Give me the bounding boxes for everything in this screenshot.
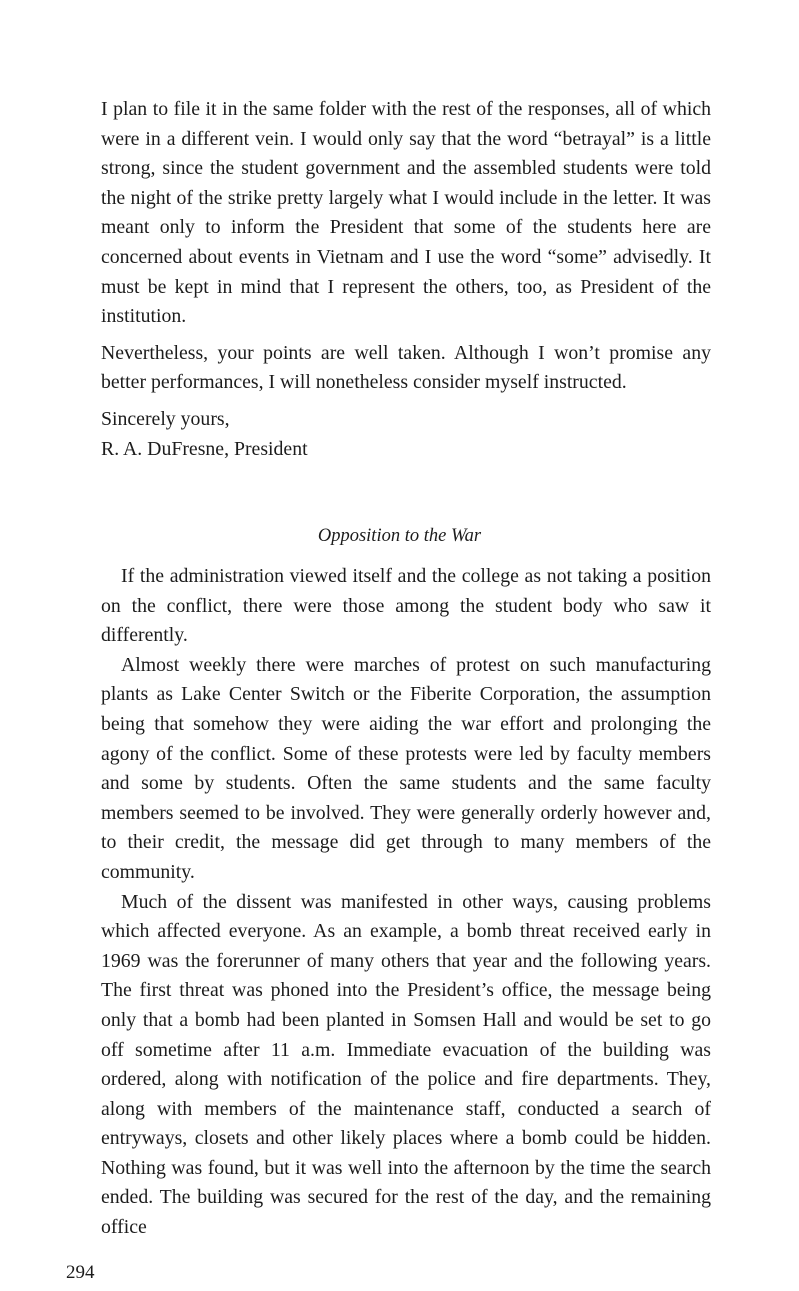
letter-closing: Sincerely yours,	[101, 407, 230, 430]
section-heading: Opposition to the War	[317, 526, 482, 546]
letter-excerpt	[101, 95, 711, 464]
body-paragraph: Much of the dissent was manifested in other ways, causing problems which affected everyone. As an example, a bomb threat received early in 1969 was the forerunner of many others that year and the following years. The first threat was phoned into the President’s office, the message being only that a bomb had been planted in Somsen Hall and would be set to go off sometime after 11 a.m. Immediate evacuation of the building was ordered, along with notification of the police and fire departments. They, along with members of the maintenance staff, conducted a search of entryways, closets and other likely places where a bomb could be hidden. Nothing was found, but it was well into the afternoon by the time the search ended. The building was secured for the rest of the day, and the remaining office	[101, 890, 711, 1239]
section-body	[101, 562, 711, 1243]
letter-paragraph: Nevertheless, your points are well taken. Although I won’t promise any better performances, I will nonetheless consider myself instructed.	[101, 341, 711, 394]
page-number: 294	[66, 1262, 95, 1283]
letter-signature: R. A. DuFresne, President	[101, 437, 308, 460]
body-paragraph: If the administration viewed itself and the college as not taking a position on the conflict, there were those among the student body who saw it differently.	[101, 565, 711, 647]
body-paragraph: Almost weekly there were marches of protest on such manufacturing plants as Lake Center Switch or the Fiberite Corporation, the assumption being that somehow they were aiding the war effort and prolonging the agony of the conflict. Some of these protests were led by faculty members and some by students. Often the same students and the same faculty members seemed to be involved. They were generally orderly however and, to their credit, the message did get through to many members of the community.	[101, 653, 711, 883]
letter-paragraph: I plan to file it in the same folder with the rest of the responses, all of which were in a different vein. I would only say that the word “betrayal” is a little strong, since the student government and the assembled students were told the night of the strike pretty largely what I would include in the letter. It was meant only to inform the President that some of the students here are concerned about events in Vietnam and I use the word “some” advisedly. It must be kept in mind that I represent the others, too, as President of the institution.	[101, 98, 711, 328]
letter-signoff	[101, 405, 711, 464]
